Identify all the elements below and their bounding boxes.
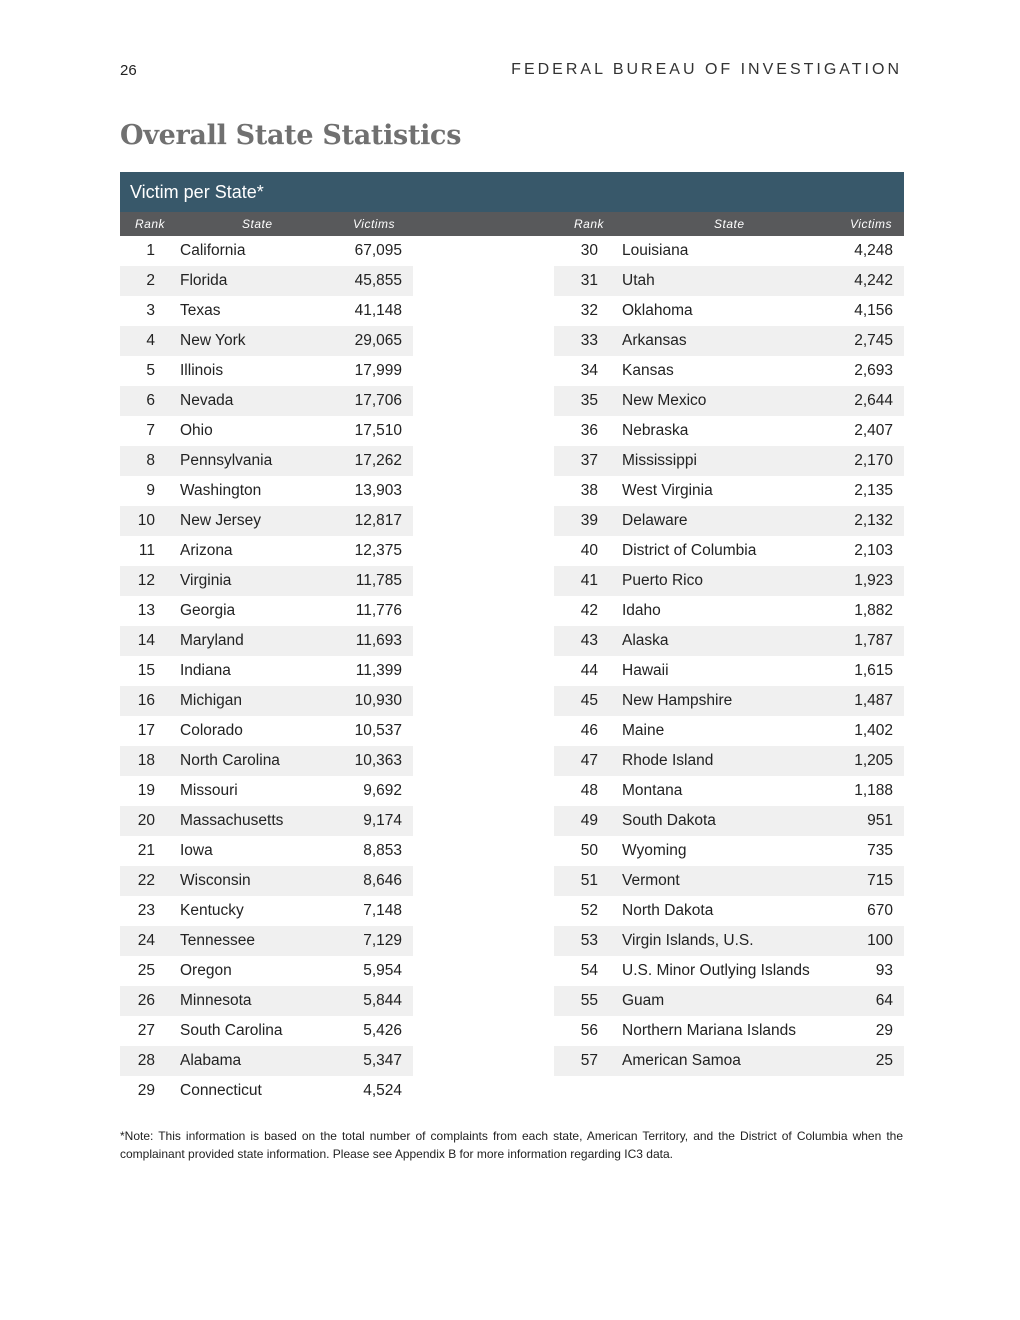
table-row — [554, 716, 904, 746]
state-cell: Rhode Island — [622, 752, 714, 769]
victims-cell: 12,375 — [354, 542, 402, 559]
state-cell: New York — [180, 332, 246, 349]
rank-cell: 26 — [137, 992, 155, 1009]
victims-cell: 2,132 — [854, 512, 893, 529]
state-cell: Delaware — [622, 512, 688, 529]
state-cell: Texas — [180, 302, 221, 319]
rank-cell: 50 — [580, 842, 598, 859]
rank-cell: 31 — [580, 272, 598, 289]
state-cell: Ohio — [180, 422, 213, 439]
state-cell: Washington — [180, 482, 262, 499]
rank-cell: 34 — [580, 362, 598, 379]
state-cell: New Jersey — [180, 512, 261, 529]
victims-cell: 715 — [867, 872, 893, 889]
rank-cell: 43 — [580, 632, 598, 649]
victims-cell: 670 — [867, 902, 893, 919]
table-row — [120, 566, 413, 596]
rank-cell: 47 — [580, 752, 598, 769]
table-row — [120, 266, 413, 296]
table-row — [554, 896, 904, 926]
rank-cell: 52 — [580, 902, 598, 919]
victims-cell: 9,692 — [363, 782, 402, 799]
rank-cell: 17 — [137, 722, 155, 739]
rank-cell: 15 — [137, 662, 155, 679]
victims-cell: 2,135 — [854, 482, 893, 499]
table-row — [554, 986, 904, 1016]
table-row — [120, 956, 413, 986]
victims-cell: 11,693 — [355, 632, 402, 649]
table-row — [120, 776, 413, 806]
state-cell: North Dakota — [622, 902, 714, 919]
rank-cell: 23 — [137, 902, 155, 919]
table-row — [120, 656, 413, 686]
rank-cell: 7 — [146, 422, 155, 439]
rank-cell: 54 — [580, 962, 598, 979]
state-cell: Alaska — [622, 632, 669, 649]
victims-cell: 2,103 — [854, 542, 893, 559]
victims-cell: 8,853 — [363, 842, 402, 859]
rank-cell: 40 — [580, 542, 598, 559]
rank-cell: 14 — [137, 632, 155, 649]
table-row — [554, 326, 904, 356]
rank-cell: 51 — [580, 872, 598, 889]
state-cell: New Hampshire — [622, 692, 733, 709]
victims-cell: 7,148 — [363, 902, 402, 919]
rank-cell: 57 — [580, 1052, 598, 1069]
table-header-row — [120, 212, 904, 236]
table-row — [554, 746, 904, 776]
rank-cell: 2 — [146, 272, 155, 289]
table-row — [554, 1046, 904, 1076]
table-row — [554, 506, 904, 536]
table-row — [120, 926, 413, 956]
victims-cell: 1,882 — [854, 602, 893, 619]
state-cell: District of Columbia — [622, 542, 757, 559]
victims-cell: 11,776 — [355, 602, 402, 619]
victims-cell: 4,524 — [363, 1082, 402, 1099]
table-row — [554, 776, 904, 806]
table-row — [120, 296, 413, 326]
table-row — [554, 446, 904, 476]
victims-cell: 13,903 — [354, 482, 402, 499]
table-row — [554, 296, 904, 326]
state-cell: Puerto Rico — [622, 572, 703, 589]
header-victims-left: Victims — [353, 217, 395, 231]
state-cell: Iowa — [180, 842, 213, 859]
state-cell: Missouri — [180, 782, 238, 799]
rank-cell: 55 — [580, 992, 598, 1009]
page-number: 26 — [120, 62, 137, 79]
table-row — [554, 626, 904, 656]
table-row — [120, 386, 413, 416]
victims-cell: 8,646 — [363, 872, 402, 889]
table-row — [120, 836, 413, 866]
rank-cell: 46 — [580, 722, 598, 739]
state-cell: Nebraska — [622, 422, 689, 439]
state-cell: Massachusetts — [180, 812, 284, 829]
rank-cell: 12 — [137, 572, 155, 589]
table-row — [554, 266, 904, 296]
victims-cell: 7,129 — [363, 932, 402, 949]
state-cell: Montana — [622, 782, 683, 799]
table-row — [554, 656, 904, 686]
state-cell: Colorado — [180, 722, 243, 739]
page-title: Overall State Statistics — [120, 120, 462, 151]
rank-cell: 20 — [137, 812, 155, 829]
state-cell: Vermont — [622, 872, 680, 889]
table-row — [554, 806, 904, 836]
table-row — [120, 536, 413, 566]
rank-cell: 56 — [580, 1022, 598, 1039]
table-row — [120, 416, 413, 446]
rank-cell: 19 — [137, 782, 155, 799]
header-state-left: State — [242, 217, 273, 231]
state-cell: Nevada — [180, 392, 234, 409]
table-row — [120, 746, 413, 776]
victims-cell: 64 — [875, 992, 893, 1009]
victims-cell: 17,262 — [354, 452, 402, 469]
rank-cell: 38 — [580, 482, 598, 499]
victims-cell: 735 — [867, 842, 893, 859]
victims-cell: 4,248 — [854, 242, 893, 259]
state-cell: Virgin Islands, U.S. — [622, 932, 754, 949]
rank-cell: 6 — [146, 392, 155, 409]
table-row — [120, 626, 413, 656]
victims-cell: 9,174 — [363, 812, 402, 829]
table-row — [120, 476, 413, 506]
state-cell: Kentucky — [180, 902, 244, 919]
rank-cell: 44 — [580, 662, 598, 679]
rank-cell: 11 — [138, 542, 155, 559]
rank-cell: 48 — [580, 782, 598, 799]
victims-cell: 1,787 — [854, 632, 893, 649]
table-row — [120, 236, 413, 266]
table-banner: Victim per State* — [120, 172, 904, 212]
rank-cell: 22 — [137, 872, 155, 889]
state-cell: South Carolina — [180, 1022, 283, 1039]
table-row — [120, 686, 413, 716]
table-row — [554, 596, 904, 626]
rank-cell: 53 — [580, 932, 598, 949]
state-cell: U.S. Minor Outlying Islands — [622, 962, 810, 979]
victims-cell: 1,923 — [854, 572, 893, 589]
rank-cell: 49 — [580, 812, 598, 829]
rank-cell: 27 — [137, 1022, 155, 1039]
victims-cell: 45,855 — [354, 272, 402, 289]
footnote: *Note: This information is based on the total number of complaints from each state, American Territory, and the District of Columbia when the complainant provided state information. Please see Appendix B for more information regarding IC3 data. — [120, 1129, 903, 1161]
rank-cell: 25 — [137, 962, 155, 979]
table-row — [120, 896, 413, 926]
rank-cell: 18 — [137, 752, 155, 769]
victims-cell: 12,817 — [354, 512, 402, 529]
table-row — [554, 356, 904, 386]
table-row — [120, 1016, 413, 1046]
rank-cell: 8 — [146, 452, 155, 469]
rank-cell: 35 — [580, 392, 598, 409]
state-cell: Kansas — [622, 362, 674, 379]
victims-cell: 5,426 — [363, 1022, 402, 1039]
table-row — [120, 866, 413, 896]
victims-cell: 1,188 — [854, 782, 893, 799]
table-row — [120, 446, 413, 476]
victims-cell: 2,693 — [854, 362, 893, 379]
victims-cell: 5,347 — [363, 1052, 402, 1069]
state-cell: Arkansas — [622, 332, 687, 349]
victims-cell: 17,999 — [354, 362, 402, 379]
rank-cell: 10 — [137, 512, 155, 529]
table-row — [120, 326, 413, 356]
rank-cell: 41 — [580, 572, 598, 589]
running-head: FEDERAL BUREAU OF INVESTIGATION — [511, 61, 902, 78]
victims-cell: 11,785 — [355, 572, 402, 589]
state-cell: Hawaii — [622, 662, 669, 679]
rank-cell: 3 — [146, 302, 155, 319]
header-victims-right: Victims — [850, 217, 892, 231]
rank-cell: 33 — [580, 332, 598, 349]
victims-cell: 5,844 — [363, 992, 402, 1009]
victims-cell: 11,399 — [355, 662, 402, 679]
table-row — [120, 1076, 413, 1106]
state-cell: California — [180, 242, 246, 259]
state-cell: North Carolina — [180, 752, 280, 769]
header-rank-left: Rank — [135, 217, 166, 231]
victims-cell: 1,402 — [854, 722, 893, 739]
state-cell: Tennessee — [180, 932, 255, 949]
rank-cell: 21 — [137, 842, 155, 859]
rank-cell: 4 — [146, 332, 155, 349]
victims-cell: 4,242 — [854, 272, 893, 289]
table-row — [554, 836, 904, 866]
state-cell: Maryland — [180, 632, 244, 649]
state-cell: Idaho — [622, 602, 661, 619]
table-row — [120, 506, 413, 536]
victims-cell: 29 — [875, 1022, 893, 1039]
state-cell: Arizona — [180, 542, 233, 559]
state-cell: South Dakota — [622, 812, 716, 829]
table-row — [554, 866, 904, 896]
rank-cell: 1 — [146, 242, 155, 259]
left-table-column — [120, 236, 413, 1106]
table-row — [120, 356, 413, 386]
victims-cell: 29,065 — [354, 332, 402, 349]
table-row — [554, 386, 904, 416]
state-cell: Louisiana — [622, 242, 689, 259]
state-cell: Oklahoma — [622, 302, 693, 319]
rank-cell: 9 — [146, 482, 155, 499]
victims-cell: 100 — [867, 932, 893, 949]
victims-cell: 10,363 — [354, 752, 402, 769]
state-cell: Utah — [622, 272, 655, 289]
table-row — [554, 236, 904, 266]
victims-cell: 2,407 — [854, 422, 893, 439]
table-row — [554, 566, 904, 596]
victims-cell: 2,745 — [854, 332, 893, 349]
victims-cell: 10,930 — [354, 692, 402, 709]
victims-cell: 2,644 — [854, 392, 893, 409]
state-cell: Georgia — [180, 602, 236, 619]
rank-cell: 29 — [137, 1082, 155, 1099]
table-row — [554, 956, 904, 986]
victims-cell: 25 — [875, 1052, 893, 1069]
state-cell: Indiana — [180, 662, 231, 679]
rank-cell: 24 — [137, 932, 155, 949]
right-table-column — [554, 236, 904, 1076]
state-cell: Wyoming — [622, 842, 687, 859]
victims-cell: 4,156 — [854, 302, 893, 319]
victims-cell: 67,095 — [354, 242, 402, 259]
table-row — [554, 476, 904, 506]
table-row — [120, 596, 413, 626]
state-cell: Maine — [622, 722, 665, 739]
table-row — [120, 1046, 413, 1076]
rank-cell: 42 — [580, 602, 598, 619]
state-cell: Florida — [180, 272, 228, 289]
rank-cell: 13 — [137, 602, 155, 619]
state-cell: Mississippi — [622, 452, 697, 469]
victims-cell: 17,510 — [354, 422, 402, 439]
state-cell: Minnesota — [180, 992, 252, 1009]
table-row — [554, 416, 904, 446]
state-cell: Alabama — [180, 1052, 242, 1069]
state-cell: American Samoa — [622, 1052, 741, 1069]
table-row — [120, 716, 413, 746]
state-cell: Wisconsin — [180, 872, 251, 889]
victims-cell: 951 — [867, 812, 893, 829]
state-cell: Connecticut — [180, 1082, 262, 1099]
table-row — [120, 806, 413, 836]
victims-cell: 5,954 — [363, 962, 402, 979]
table-row — [554, 1016, 904, 1046]
state-cell: Virginia — [180, 572, 232, 589]
rank-cell: 37 — [580, 452, 598, 469]
rank-cell: 16 — [137, 692, 155, 709]
header-rank-right: Rank — [574, 217, 605, 231]
rank-cell: 36 — [580, 422, 598, 439]
table-row — [554, 536, 904, 566]
victims-cell: 1,615 — [854, 662, 893, 679]
state-cell: Illinois — [180, 362, 224, 379]
victims-cell: 10,537 — [354, 722, 402, 739]
table-row — [554, 686, 904, 716]
victims-cell: 2,170 — [854, 452, 893, 469]
state-cell: Northern Mariana Islands — [622, 1022, 797, 1039]
victims-cell: 1,487 — [854, 692, 893, 709]
state-cell: New Mexico — [622, 392, 707, 409]
state-cell: Michigan — [180, 692, 243, 709]
victims-cell: 93 — [875, 962, 893, 979]
table-row — [120, 986, 413, 1016]
state-cell: West Virginia — [622, 482, 713, 499]
rank-cell: 32 — [580, 302, 598, 319]
victims-cell: 17,706 — [354, 392, 402, 409]
state-cell: Guam — [622, 992, 665, 1009]
victims-cell: 1,205 — [854, 752, 893, 769]
state-cell: Pennsylvania — [180, 452, 273, 469]
table-row — [554, 926, 904, 956]
victims-cell: 41,148 — [354, 302, 402, 319]
rank-cell: 28 — [137, 1052, 155, 1069]
rank-cell: 30 — [580, 242, 598, 259]
header-state-right: State — [714, 217, 745, 231]
state-cell: Oregon — [180, 962, 232, 979]
rank-cell: 39 — [580, 512, 598, 529]
rank-cell: 45 — [580, 692, 598, 709]
rank-cell: 5 — [146, 362, 155, 379]
